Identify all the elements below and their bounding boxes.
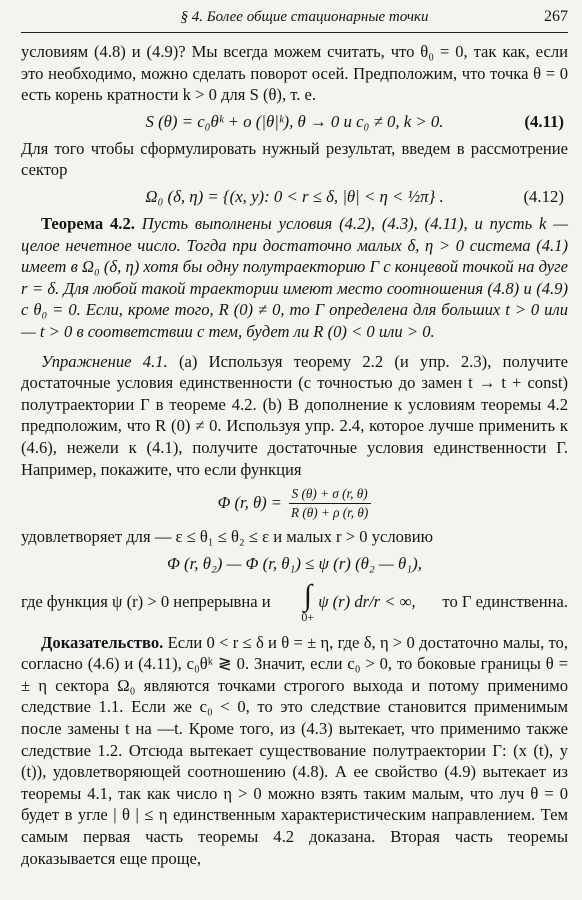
integral-post-text: то Γ единственна. — [442, 591, 568, 611]
phi-denominator: R (θ) + ρ (r, θ) — [290, 504, 369, 520]
condition-text: удовлетворяет для — ε ≤ θ₁ ≤ θ₂ ≤ ε и малых r > 0 условию — [21, 527, 434, 547]
equation-4-12-label: (4.12) — [523, 186, 564, 206]
page-number: 267 — [544, 8, 568, 25]
section-title: § 4. Более общие стационарные точки — [180, 9, 429, 25]
integral-pre-text: где функция ψ (r) > 0 непрерывна и — [21, 591, 271, 611]
integral-condition — [21, 580, 568, 624]
phi-fraction — [288, 486, 371, 521]
phi-formula — [21, 480, 568, 526]
integral-lower-limit: 0+ — [301, 609, 315, 624]
integral-expression: ψ (r) dr/r < ∞, — [318, 591, 416, 611]
phi-lhs: Φ (r, θ) = — [217, 493, 282, 513]
proof-label: Доказательство. — [41, 632, 164, 652]
paragraph-sector: Для того чтобы сформулировать нужный результат, введем в рассмотрение сектор — [21, 138, 568, 180]
equation-4-11-body: S (θ) = c₀θᵏ + o (|θ|ᵏ), θ → 0 и c₀ ≠ 0, k > 0. — [145, 111, 444, 131]
proof — [21, 632, 568, 870]
theorem-4-2 — [21, 213, 568, 343]
equation-4-12 — [21, 181, 568, 213]
theorem-label: Теорема 4.2. — [41, 213, 135, 233]
running-header — [21, 8, 568, 32]
condition-equation — [21, 548, 568, 580]
proof-text: Если 0 < r ≤ δ и θ = ± η, где δ, η > 0 достаточно малы, то, согласно (4.6) и (4.11), c₀θᵏ ≷ 0. Значит, если c₀ > 0, то боковые границы θ = ± η сектора Ω₀ являются точками строгого выхода и потому применимо следствие 1.1. Если же c₀ < 0, то это следствие становится применимым после замены t на —t. Кроме того, из (4.3) вытекает, что применимо также следствие 1.2. Отсюда вытекает существование полутраектории Γ: (x (t), y (t)), удовлетворяющей соотношению (4.8). А ее свойство (4.9) вытекает из теоремы 4.1, так как число η > 0 можно взять таким малым, что луч θ = 0 будет в угле | θ | ≤ η единственным характеристическим направлением. Тем самым первая часть теоремы 4.2 доказана. Вторая часть теоремы доказывается еще проще, — [21, 632, 568, 868]
header-rule — [21, 32, 568, 33]
theorem-text: Пусть выполнены условия (4.2), (4.3), (4.11), и пусть k — целое нечетное число. Тогда при достаточно малых δ, η > 0 система (4.1) имеет в Ω₀ (δ, η) хотя бы одну полутраекторию Γ с концевой точкой на дуге r = δ. Для любой такой траектории имеют место соотношения (4.8) и (4.9) с θ₀ = 0. Если, кроме того, R (0) ≠ 0, то Γ определена для больших t > 0 или — t > 0 в соответствии с тем, будет ли R (0) < 0 или > 0. — [21, 213, 568, 341]
exercise-text: (a) Используя теорему 2.2 (и упр. 2.3), получите достаточные условия единственности (с точностью до замен t → t + const) полутраектории Γ в теореме 4.2. (b) В дополнение к условиям теоремы 4.2 предположим, что R (0) ≠ 0. Используя упр. 2.4, которое лучше применить к (4.6), нежели к (4.1), получите достаточные условия единственности Γ. Например, покажите, что если функция — [21, 351, 568, 479]
paragraph-intro: условиям (4.8) и (4.9)? Мы всегда можем считать, что θ₀ = 0, так как, если это необходимо, можно сделать поворот осей. Предположим, что точка θ = 0 есть корень кратности k > 0 для S (θ), т. е. — [21, 42, 568, 105]
integral-sign-icon: ∫ 0+ — [301, 578, 315, 624]
equation-4-11 — [21, 106, 568, 138]
condition-equation-body: Φ (r, θ₂) — Φ (r, θ₁) ≤ ψ (r) (θ₂ — θ₁), — [167, 553, 422, 573]
exercise-4-1 — [21, 351, 568, 481]
exercise-label: Упражнение 4.1. — [41, 351, 168, 371]
equation-4-12-body: Ω₀ (δ, η) = {(x, y): 0 < r ≤ δ, |θ| < η < ½π} . — [145, 186, 444, 206]
equation-4-11-label: (4.11) — [524, 111, 564, 131]
phi-numerator: S (θ) + σ (r, θ) — [289, 486, 371, 504]
